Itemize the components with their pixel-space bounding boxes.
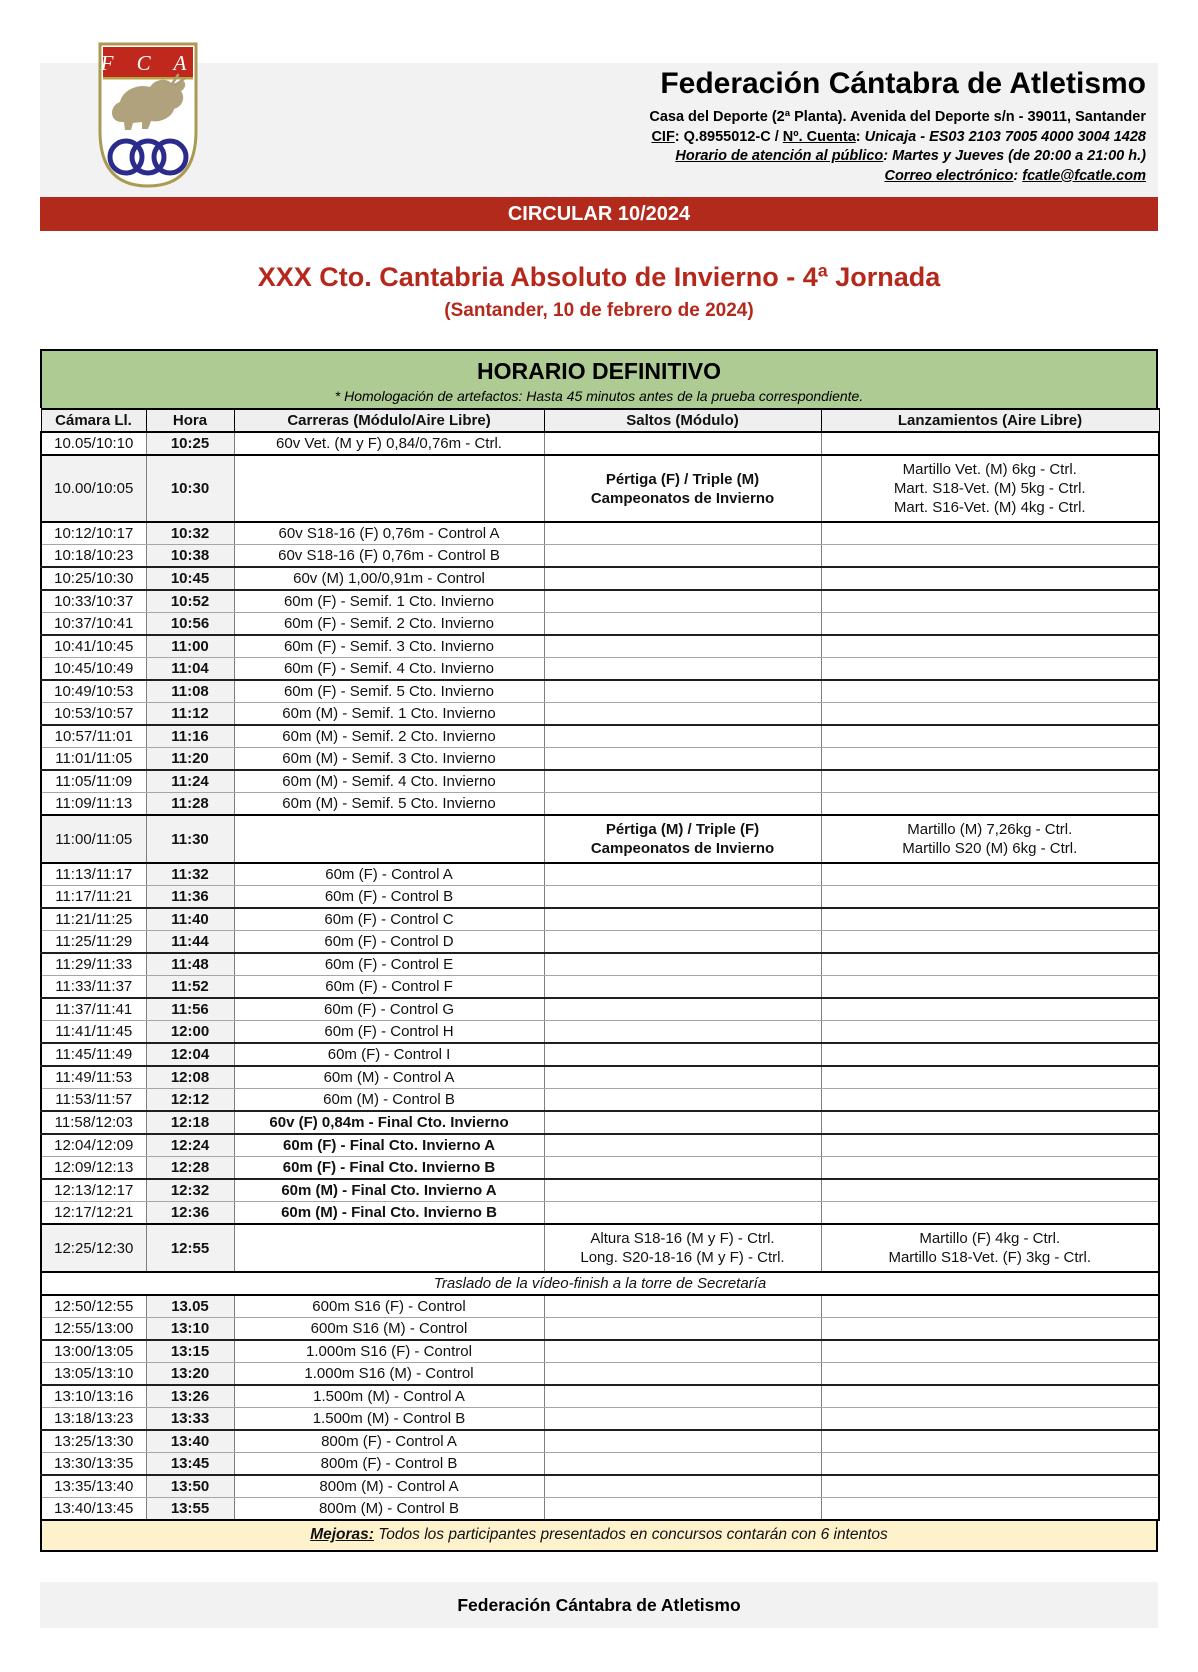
races-cell: 60m (F) - Semif. 1 Cto. Invierno (234, 590, 544, 613)
throws-cell (821, 635, 1159, 658)
throws-cell (821, 1340, 1159, 1363)
mejoras-text: Todos los participantes presentados en concursos contarán con 6 intentos (373, 1526, 888, 1543)
throws-cell (821, 1179, 1159, 1202)
races-cell: 1.500m (M) - Control B (234, 1408, 544, 1431)
time-cell: 10:25 (146, 432, 234, 455)
camera-cell: 10:45/10:49 (41, 658, 146, 681)
camera-cell: 10.00/10:05 (41, 455, 146, 522)
table-row (41, 1408, 1159, 1431)
camera-cell: 13:40/13:45 (41, 1498, 146, 1521)
races-cell: 800m (M) - Control A (234, 1475, 544, 1498)
races-cell: 60m (F) - Control G (234, 998, 544, 1021)
races-cell: 60m (M) - Control B (234, 1089, 544, 1112)
races-cell: 60m (M) - Control A (234, 1066, 544, 1089)
time-cell: 11:52 (146, 976, 234, 999)
table-row (41, 886, 1159, 909)
table-row (41, 1202, 1159, 1225)
camera-cell: 13:18/13:23 (41, 1408, 146, 1431)
time-cell: 13:50 (146, 1475, 234, 1498)
table-row (41, 748, 1159, 771)
org-address: Casa del Deporte (2ª Planta). Avenida del Deporte s/n - 39011, Santander (649, 109, 1146, 125)
camera-cell: 13:10/13:16 (41, 1385, 146, 1408)
mejoras-banner (40, 1521, 1158, 1552)
jumps-cell (544, 1385, 821, 1408)
jumps-cell (544, 613, 821, 636)
throws-cell (821, 703, 1159, 726)
time-cell: 11:24 (146, 770, 234, 793)
races-cell: 60m (F) - Semif. 3 Cto. Invierno (234, 635, 544, 658)
camera-cell: 13:25/13:30 (41, 1430, 146, 1453)
time-cell: 11:08 (146, 680, 234, 703)
time-cell: 11:40 (146, 908, 234, 931)
table-row (41, 680, 1159, 703)
time-cell: 13:45 (146, 1453, 234, 1476)
jumps-cell (544, 1089, 821, 1112)
races-cell: 1.000m S16 (F) - Control (234, 1340, 544, 1363)
time-cell: 13:26 (146, 1385, 234, 1408)
camera-cell: 12:50/12:55 (41, 1295, 146, 1318)
jumps-cell (544, 863, 821, 886)
throws-cell (821, 953, 1159, 976)
time-cell: 13.05 (146, 1295, 234, 1318)
jumps-cell (544, 1111, 821, 1134)
table-row (41, 931, 1159, 954)
letterhead-text (246, 67, 1146, 186)
org-cif-line: CIF: Q.8955012-C / Nº. Cuenta: Unicaja - ES03 2103 7005 4000 3004 1428 (651, 128, 1146, 145)
fca-shield-icon (95, 39, 201, 191)
races-cell: 60m (F) - Control F (234, 976, 544, 999)
schedule-title: HORARIO DEFINITIVO (476, 358, 722, 384)
table-row (41, 815, 1159, 863)
throws-cell (821, 998, 1159, 1021)
table-row (41, 522, 1159, 545)
throws-cell (821, 613, 1159, 636)
table-header-row (41, 409, 1159, 432)
table-row (41, 1089, 1159, 1112)
races-cell: 60m (F) - Control C (234, 908, 544, 931)
throws-cell (821, 770, 1159, 793)
table-row (41, 1475, 1159, 1498)
table-row (41, 1179, 1159, 1202)
time-cell: 11:36 (146, 886, 234, 909)
races-cell: 60m (F) - Control D (234, 931, 544, 954)
camera-cell: 12:55/13:00 (41, 1318, 146, 1341)
jumps-cell (544, 725, 821, 748)
jumps-cell (544, 1157, 821, 1180)
throws-cell (821, 886, 1159, 909)
time-cell: 12:24 (146, 1134, 234, 1157)
col-header-camera: Cámara Ll. (41, 409, 146, 432)
camera-cell: 13:05/13:10 (41, 1363, 146, 1386)
table-row (41, 725, 1159, 748)
races-cell: 60m (M) - Semif. 2 Cto. Invierno (234, 725, 544, 748)
time-cell: 11:44 (146, 931, 234, 954)
time-cell: 12:36 (146, 1202, 234, 1225)
time-cell: 11:56 (146, 998, 234, 1021)
races-cell: 60m (F) - Control E (234, 953, 544, 976)
throws-cell (821, 1408, 1159, 1431)
throws-cell (821, 1453, 1159, 1476)
table-row (41, 1111, 1159, 1134)
mejoras-label: Mejoras: (310, 1526, 374, 1543)
jumps-cell (544, 1202, 821, 1225)
jumps-cell (544, 1295, 821, 1318)
time-cell: 11:28 (146, 793, 234, 816)
camera-cell: 11:05/11:09 (41, 770, 146, 793)
throws-cell (821, 658, 1159, 681)
table-row (41, 1021, 1159, 1044)
throws-cell (821, 1043, 1159, 1066)
time-cell: 12:12 (146, 1089, 234, 1112)
camera-cell: 11:01/11:05 (41, 748, 146, 771)
time-cell: 13:40 (146, 1430, 234, 1453)
camera-cell: 12:17/12:21 (41, 1202, 146, 1225)
camera-cell: 13:30/13:35 (41, 1453, 146, 1476)
jumps-cell (544, 1021, 821, 1044)
races-cell: 800m (F) - Control B (234, 1453, 544, 1476)
throws-cell (821, 931, 1159, 954)
races-cell: 60v (M) 1,00/0,91m - Control (234, 567, 544, 590)
jumps-cell (544, 545, 821, 568)
org-email-line: Correo electrónico: fcatle@fcatle.com (884, 167, 1146, 184)
races-cell (234, 815, 544, 863)
throws-cell (821, 1430, 1159, 1453)
jumps-cell (544, 1340, 821, 1363)
throws-cell (821, 1111, 1159, 1134)
races-cell (234, 455, 544, 522)
event-title: XXX Cto. Cantabria Absoluto de Invierno - 4ª Jornada (257, 262, 941, 292)
camera-cell: 11:29/11:33 (41, 953, 146, 976)
jumps-cell (544, 658, 821, 681)
throws-cell (821, 1363, 1159, 1386)
throws-cell (821, 725, 1159, 748)
time-cell: 10:32 (146, 522, 234, 545)
throws-cell (821, 545, 1159, 568)
throws-cell (821, 432, 1159, 455)
races-cell: 60m (F) - Final Cto. Invierno B (234, 1157, 544, 1180)
jumps-cell (544, 953, 821, 976)
table-row (41, 1498, 1159, 1521)
time-cell: 11:30 (146, 815, 234, 863)
time-cell: 13:10 (146, 1318, 234, 1341)
time-cell: 10:45 (146, 567, 234, 590)
throws-cell (821, 1385, 1159, 1408)
races-cell: 60m (F) - Control A (234, 863, 544, 886)
jumps-cell (544, 1475, 821, 1498)
jumps-cell: Altura S18-16 (M y F) - Ctrl. Long. S20-18-16 (M y F) - Ctrl. (544, 1224, 821, 1272)
throws-cell: Martillo (M) 7,26kg - Ctrl. Martillo S20 (M) 6kg - Ctrl. (821, 815, 1159, 863)
races-cell: 60m (F) - Semif. 4 Cto. Invierno (234, 658, 544, 681)
camera-cell: 11:53/11:57 (41, 1089, 146, 1112)
camera-cell: 11:25/11:29 (41, 931, 146, 954)
table-row (41, 1295, 1159, 1318)
throws-cell (821, 1157, 1159, 1180)
jumps-cell (544, 908, 821, 931)
throws-cell (821, 976, 1159, 999)
jumps-cell (544, 976, 821, 999)
table-row (41, 567, 1159, 590)
col-header-lanzamientos: Lanzamientos (Aire Libre) (821, 409, 1159, 432)
races-cell: 60v Vet. (M y F) 0,84/0,76m - Ctrl. (234, 432, 544, 455)
camera-cell: 11:41/11:45 (41, 1021, 146, 1044)
throws-cell (821, 1021, 1159, 1044)
table-row (41, 976, 1159, 999)
jumps-cell (544, 1134, 821, 1157)
table-row (41, 1318, 1159, 1341)
time-cell: 12:28 (146, 1157, 234, 1180)
table-row (41, 1385, 1159, 1408)
table-row (41, 1157, 1159, 1180)
jumps-cell (544, 1453, 821, 1476)
time-cell: 13:15 (146, 1340, 234, 1363)
schedule-note: * Homologación de artefactos: Hasta 45 minutos antes de la prueba correspondiente. (334, 388, 864, 404)
races-cell: 600m S16 (M) - Control (234, 1318, 544, 1341)
throws-cell (821, 1318, 1159, 1341)
camera-cell: 11:00/11:05 (41, 815, 146, 863)
time-cell: 10:52 (146, 590, 234, 613)
table-row (41, 455, 1159, 522)
jumps-cell (544, 931, 821, 954)
jumps-cell (544, 680, 821, 703)
camera-cell: 11:45/11:49 (41, 1043, 146, 1066)
time-cell: 13:55 (146, 1498, 234, 1521)
throws-cell (821, 863, 1159, 886)
time-cell: 11:32 (146, 863, 234, 886)
table-row (41, 1363, 1159, 1386)
camera-cell: 11:17/11:21 (41, 886, 146, 909)
time-cell: 10:38 (146, 545, 234, 568)
camera-cell: 11:37/11:41 (41, 998, 146, 1021)
fca-logo (95, 39, 201, 191)
schedule-banner (40, 349, 1158, 408)
races-cell: 60v (F) 0,84m - Final Cto. Invierno (234, 1111, 544, 1134)
throws-cell (821, 908, 1159, 931)
jumps-cell (544, 748, 821, 771)
races-cell: 60m (M) - Final Cto. Invierno B (234, 1202, 544, 1225)
jumps-cell: Pértiga (F) / Triple (M) Campeonatos de Invierno (544, 455, 821, 522)
jumps-cell (544, 703, 821, 726)
time-cell: 12:18 (146, 1111, 234, 1134)
camera-cell: 11:33/11:37 (41, 976, 146, 999)
table-row (41, 1430, 1159, 1453)
time-cell: 13:20 (146, 1363, 234, 1386)
time-cell: 11:12 (146, 703, 234, 726)
races-cell: 60m (M) - Semif. 1 Cto. Invierno (234, 703, 544, 726)
jumps-cell: Pértiga (M) / Triple (F) Campeonatos de Invierno (544, 815, 821, 863)
time-cell: 11:48 (146, 953, 234, 976)
throws-cell (821, 522, 1159, 545)
table-row (41, 1224, 1159, 1272)
jumps-cell (544, 590, 821, 613)
time-cell: 10:56 (146, 613, 234, 636)
circular-banner: CIRCULAR 10/2024 (40, 197, 1158, 231)
col-header-hora: Hora (146, 409, 234, 432)
races-cell (234, 1224, 544, 1272)
jumps-cell (544, 522, 821, 545)
camera-cell: 10:57/11:01 (41, 725, 146, 748)
table-row (41, 953, 1159, 976)
time-cell: 10:30 (146, 455, 234, 522)
camera-cell: 10:25/10:30 (41, 567, 146, 590)
org-name: Federación Cántabra de Atletismo (660, 67, 1146, 100)
time-cell: 11:04 (146, 658, 234, 681)
time-cell: 12:55 (146, 1224, 234, 1272)
races-cell: 60m (M) - Semif. 4 Cto. Invierno (234, 770, 544, 793)
camera-cell: 10:53/10:57 (41, 703, 146, 726)
org-hours-line: Horario de atención al público: Martes y Jueves (de 20:00 a 21:00 h.) (675, 148, 1146, 164)
table-row (41, 1066, 1159, 1089)
page-footer: Federación Cántabra de Atletismo (40, 1582, 1158, 1628)
time-cell: 12:00 (146, 1021, 234, 1044)
event-subtitle: (Santander, 10 de febrero de 2024) (444, 300, 754, 321)
throws-cell: Martillo Vet. (M) 6kg - Ctrl. Mart. S18-Vet. (M) 5kg - Ctrl. Mart. S16-Vet. (M) 4kg - Ctrl. (821, 455, 1159, 522)
camera-cell: 11:21/11:25 (41, 908, 146, 931)
jumps-cell (544, 1066, 821, 1089)
throws-cell (821, 590, 1159, 613)
spanner-row (41, 1272, 1159, 1295)
letterhead (40, 51, 1158, 197)
races-cell: 600m S16 (F) - Control (234, 1295, 544, 1318)
races-cell: 60m (M) - Final Cto. Invierno A (234, 1179, 544, 1202)
jumps-cell (544, 770, 821, 793)
col-header-carreras: Carreras (Módulo/Aire Libre) (234, 409, 544, 432)
table-row (41, 545, 1159, 568)
races-cell: 1.500m (M) - Control A (234, 1385, 544, 1408)
table-row (41, 863, 1159, 886)
throws-cell (821, 1498, 1159, 1521)
camera-cell: 10:18/10:23 (41, 545, 146, 568)
throws-cell (821, 1202, 1159, 1225)
races-cell: 1.000m S16 (M) - Control (234, 1363, 544, 1386)
table-row (41, 770, 1159, 793)
jumps-cell (544, 1043, 821, 1066)
table-row (41, 908, 1159, 931)
schedule-body (41, 432, 1159, 1520)
camera-cell: 11:49/11:53 (41, 1066, 146, 1089)
throws-cell: Martillo (F) 4kg - Ctrl. Martillo S18-Vet. (F) 3kg - Ctrl. (821, 1224, 1159, 1272)
camera-cell: 12:04/12:09 (41, 1134, 146, 1157)
jumps-cell (544, 1498, 821, 1521)
throws-cell (821, 1089, 1159, 1112)
races-cell: 60v S18-16 (F) 0,76m - Control A (234, 522, 544, 545)
throws-cell (821, 1134, 1159, 1157)
camera-cell: 10:37/10:41 (41, 613, 146, 636)
camera-cell: 11:09/11:13 (41, 793, 146, 816)
throws-cell (821, 748, 1159, 771)
jumps-cell (544, 635, 821, 658)
camera-cell: 10:49/10:53 (41, 680, 146, 703)
col-header-saltos: Saltos (Módulo) (544, 409, 821, 432)
spanner-cell: Traslado de la vídeo-finish a la torre de Secretaría (41, 1272, 1159, 1295)
races-cell: 60m (F) - Control H (234, 1021, 544, 1044)
camera-cell: 12:13/12:17 (41, 1179, 146, 1202)
races-cell: 800m (M) - Control B (234, 1498, 544, 1521)
camera-cell: 11:13/11:17 (41, 863, 146, 886)
races-cell: 60m (F) - Semif. 5 Cto. Invierno (234, 680, 544, 703)
jumps-cell (544, 1430, 821, 1453)
table-row (41, 998, 1159, 1021)
throws-cell (821, 793, 1159, 816)
time-cell: 11:20 (146, 748, 234, 771)
races-cell: 60m (M) - Semif. 5 Cto. Invierno (234, 793, 544, 816)
races-cell: 60m (M) - Semif. 3 Cto. Invierno (234, 748, 544, 771)
races-cell: 800m (F) - Control A (234, 1430, 544, 1453)
time-cell: 11:00 (146, 635, 234, 658)
jumps-cell (544, 1408, 821, 1431)
email-link[interactable]: fcatle@fcatle.com (1022, 167, 1146, 184)
logo-letters: F C A (100, 51, 196, 75)
throws-cell (821, 1475, 1159, 1498)
time-cell: 12:32 (146, 1179, 234, 1202)
camera-cell: 12:25/12:30 (41, 1224, 146, 1272)
table-row (41, 793, 1159, 816)
jumps-cell (544, 793, 821, 816)
table-row (41, 658, 1159, 681)
jumps-cell (544, 1363, 821, 1386)
jumps-cell (544, 1318, 821, 1341)
camera-cell: 10:33/10:37 (41, 590, 146, 613)
table-row (41, 1453, 1159, 1476)
throws-cell (821, 1066, 1159, 1089)
jumps-cell (544, 998, 821, 1021)
camera-cell: 12:09/12:13 (41, 1157, 146, 1180)
camera-cell: 13:00/13:05 (41, 1340, 146, 1363)
throws-cell (821, 1295, 1159, 1318)
races-cell: 60m (F) - Final Cto. Invierno A (234, 1134, 544, 1157)
table-row (41, 432, 1159, 455)
table-row (41, 590, 1159, 613)
races-cell: 60m (F) - Semif. 2 Cto. Invierno (234, 613, 544, 636)
time-cell: 11:16 (146, 725, 234, 748)
time-cell: 12:04 (146, 1043, 234, 1066)
table-row (41, 613, 1159, 636)
races-cell: 60m (F) - Control B (234, 886, 544, 909)
camera-cell: 10:12/10:17 (41, 522, 146, 545)
races-cell: 60v S18-16 (F) 0,76m - Control B (234, 545, 544, 568)
table-row (41, 635, 1159, 658)
time-cell: 13:33 (146, 1408, 234, 1431)
table-row (41, 703, 1159, 726)
jumps-cell (544, 432, 821, 455)
camera-cell: 11:58/12:03 (41, 1111, 146, 1134)
table-row (41, 1340, 1159, 1363)
time-cell: 12:08 (146, 1066, 234, 1089)
camera-cell: 13:35/13:40 (41, 1475, 146, 1498)
table-row (41, 1134, 1159, 1157)
table-row (41, 1043, 1159, 1066)
jumps-cell (544, 567, 821, 590)
throws-cell (821, 567, 1159, 590)
schedule-table (40, 408, 1160, 1521)
jumps-cell (544, 1179, 821, 1202)
races-cell: 60m (F) - Control I (234, 1043, 544, 1066)
camera-cell: 10:41/10:45 (41, 635, 146, 658)
jumps-cell (544, 886, 821, 909)
camera-cell: 10.05/10:10 (41, 432, 146, 455)
throws-cell (821, 680, 1159, 703)
